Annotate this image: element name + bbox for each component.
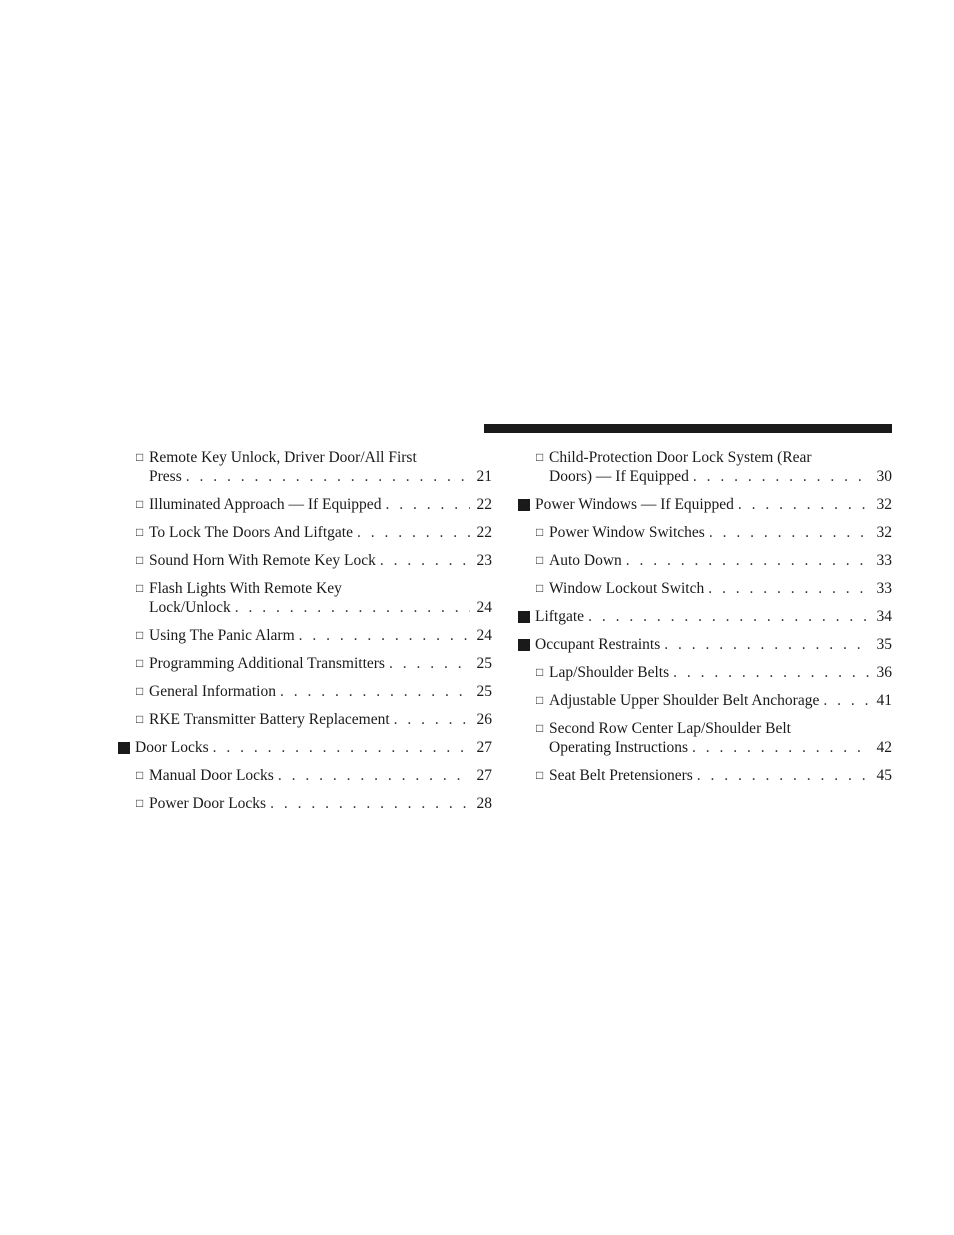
- toc-subsection-entry[interactable]: [116, 495, 492, 514]
- hollow-square-icon: □: [136, 684, 144, 698]
- toc-entry-title: Power Window Switches: [549, 524, 705, 541]
- hollow-square-icon: □: [536, 525, 544, 539]
- hollow-square-icon: □: [536, 553, 544, 567]
- dot-leader: [664, 635, 870, 654]
- toc-page-number: 24: [476, 627, 492, 644]
- dot-leader: [588, 607, 870, 626]
- toc-page-number: 33: [876, 552, 892, 569]
- filled-square-icon: [118, 742, 130, 754]
- toc-section-entry[interactable]: [516, 495, 892, 514]
- toc-subsection-entry[interactable]: [116, 766, 492, 785]
- dot-leader: [673, 663, 870, 682]
- toc-page-number: 21: [476, 468, 492, 485]
- toc-subsection-entry[interactable]: [116, 551, 492, 570]
- dot-leader: [380, 551, 470, 570]
- toc-section-entry[interactable]: [116, 738, 492, 757]
- toc-entry-title-line: Remote Key Unlock, Driver Door/All First: [149, 449, 417, 466]
- hollow-square-icon: □: [136, 768, 144, 782]
- hollow-square-icon: □: [136, 628, 144, 642]
- dot-leader: [213, 738, 470, 757]
- toc-subsection-entry[interactable]: [116, 794, 492, 813]
- dot-leader: [697, 766, 870, 785]
- toc-entry-title: Press: [149, 468, 182, 485]
- hollow-square-icon: □: [136, 450, 144, 464]
- toc-entry-title: Power Door Locks: [149, 795, 267, 812]
- toc-page-number: 32: [876, 524, 892, 541]
- toc-subsection-entry[interactable]: [516, 663, 892, 682]
- toc-entry-title: Occupant Restraints: [535, 636, 661, 653]
- toc-entry-title-line: Child-Protection Door Lock System (Rear: [549, 449, 812, 466]
- section-header-rule: [484, 424, 892, 433]
- toc-column-right: [516, 448, 892, 794]
- toc-page-number: 27: [476, 767, 492, 784]
- toc-entry-title: Door Locks: [135, 739, 209, 756]
- toc-subsection-entry[interactable]: [116, 626, 492, 645]
- toc-subsection-entry[interactable]: [516, 766, 892, 785]
- toc-page-number: 36: [876, 664, 892, 681]
- toc-section-entry[interactable]: [516, 607, 892, 626]
- hollow-square-icon: □: [536, 721, 544, 735]
- toc-entry-title: Window Lockout Switch: [549, 580, 705, 597]
- dot-leader: [278, 766, 470, 785]
- toc-subsection-entry[interactable]: [116, 682, 492, 701]
- toc-entry-title-line: Flash Lights With Remote Key: [149, 580, 342, 597]
- toc-entry-title: Illuminated Approach — If Equipped: [149, 496, 382, 513]
- toc-entry-title: Liftgate: [535, 608, 585, 625]
- toc-subsection-entry[interactable]: [116, 448, 492, 486]
- hollow-square-icon: □: [536, 450, 544, 464]
- toc-entry-title: Operating Instructions: [549, 739, 689, 756]
- hollow-square-icon: □: [136, 656, 144, 670]
- hollow-square-icon: □: [536, 665, 544, 679]
- hollow-square-icon: □: [136, 497, 144, 511]
- toc-entry-title: Power Windows — If Equipped: [535, 496, 734, 513]
- dot-leader: [709, 523, 870, 542]
- hollow-square-icon: □: [136, 581, 144, 595]
- dot-leader: [626, 551, 870, 570]
- dot-leader: [385, 495, 470, 514]
- toc-subsection-entry[interactable]: [516, 523, 892, 542]
- toc-entry-title: Using The Panic Alarm: [149, 627, 295, 644]
- toc-subsection-entry[interactable]: [516, 551, 892, 570]
- dot-leader: [389, 654, 470, 673]
- toc-page-number: 26: [476, 711, 492, 728]
- dot-leader: [280, 682, 470, 701]
- toc-page-number: 23: [476, 552, 492, 569]
- toc-page-number: 33: [876, 580, 892, 597]
- toc-page-number: 30: [876, 468, 892, 485]
- toc-entry-title: Auto Down: [549, 552, 622, 569]
- dot-leader: [692, 738, 870, 757]
- toc-entry-title-line: Second Row Center Lap/Shoulder Belt: [549, 720, 791, 737]
- dot-leader: [693, 467, 870, 486]
- filled-square-icon: [518, 499, 530, 511]
- dot-leader: [708, 579, 870, 598]
- toc-page-number: 34: [876, 608, 892, 625]
- toc-page-number: 25: [476, 683, 492, 700]
- toc-page-number: 22: [476, 496, 492, 513]
- hollow-square-icon: □: [136, 525, 144, 539]
- dot-leader: [235, 598, 470, 617]
- toc-page-number: 42: [876, 739, 892, 756]
- toc-section-entry[interactable]: [516, 635, 892, 654]
- dot-leader: [394, 710, 470, 729]
- toc-subsection-entry[interactable]: [116, 710, 492, 729]
- toc-entry-title: Programming Additional Transmitters: [149, 655, 385, 672]
- toc-entry-title: Lap/Shoulder Belts: [549, 664, 670, 681]
- toc-page-number: 22: [476, 524, 492, 541]
- toc-page-number: 27: [476, 739, 492, 756]
- hollow-square-icon: □: [536, 768, 544, 782]
- toc-entry-title: Seat Belt Pretensioners: [549, 767, 693, 784]
- hollow-square-icon: □: [136, 553, 144, 567]
- toc-entry-title: Manual Door Locks: [149, 767, 274, 784]
- toc-page-number: 28: [476, 795, 492, 812]
- toc-page-number: 41: [876, 692, 892, 709]
- toc-entry-title: Sound Horn With Remote Key Lock: [149, 552, 376, 569]
- toc-subsection-entry[interactable]: [116, 579, 492, 617]
- toc-subsection-entry[interactable]: [516, 579, 892, 598]
- dot-leader: [186, 467, 470, 486]
- toc-page-number: 24: [476, 599, 492, 616]
- toc-page-number: 35: [876, 636, 892, 653]
- dot-leader: [738, 495, 870, 514]
- toc-entry-title: To Lock The Doors And Liftgate: [149, 524, 353, 541]
- toc-entry-title: Adjustable Upper Shoulder Belt Anchorage: [549, 692, 820, 709]
- toc-subsection-entry[interactable]: [116, 654, 492, 673]
- toc-entry-title: Doors) — If Equipped: [549, 468, 689, 485]
- hollow-square-icon: □: [136, 712, 144, 726]
- dot-leader: [299, 626, 470, 645]
- hollow-square-icon: □: [536, 581, 544, 595]
- filled-square-icon: [518, 611, 530, 623]
- toc-subsection-entry[interactable]: [516, 719, 892, 757]
- toc-subsection-entry[interactable]: [516, 691, 892, 710]
- toc-subsection-entry[interactable]: [116, 523, 492, 542]
- toc-entry-title: Lock/Unlock: [149, 599, 231, 616]
- toc-column-left: [116, 448, 492, 822]
- hollow-square-icon: □: [136, 796, 144, 810]
- toc-subsection-entry[interactable]: [516, 448, 892, 486]
- toc-page-number: 45: [876, 767, 892, 784]
- dot-leader: [357, 523, 470, 542]
- dot-leader: [823, 691, 870, 710]
- dot-leader: [270, 794, 470, 813]
- toc-page-number: 32: [876, 496, 892, 513]
- filled-square-icon: [518, 639, 530, 651]
- hollow-square-icon: □: [536, 693, 544, 707]
- toc-entry-title: General Information: [149, 683, 276, 700]
- toc-page-number: 25: [476, 655, 492, 672]
- toc-entry-title: RKE Transmitter Battery Replacement: [149, 711, 390, 728]
